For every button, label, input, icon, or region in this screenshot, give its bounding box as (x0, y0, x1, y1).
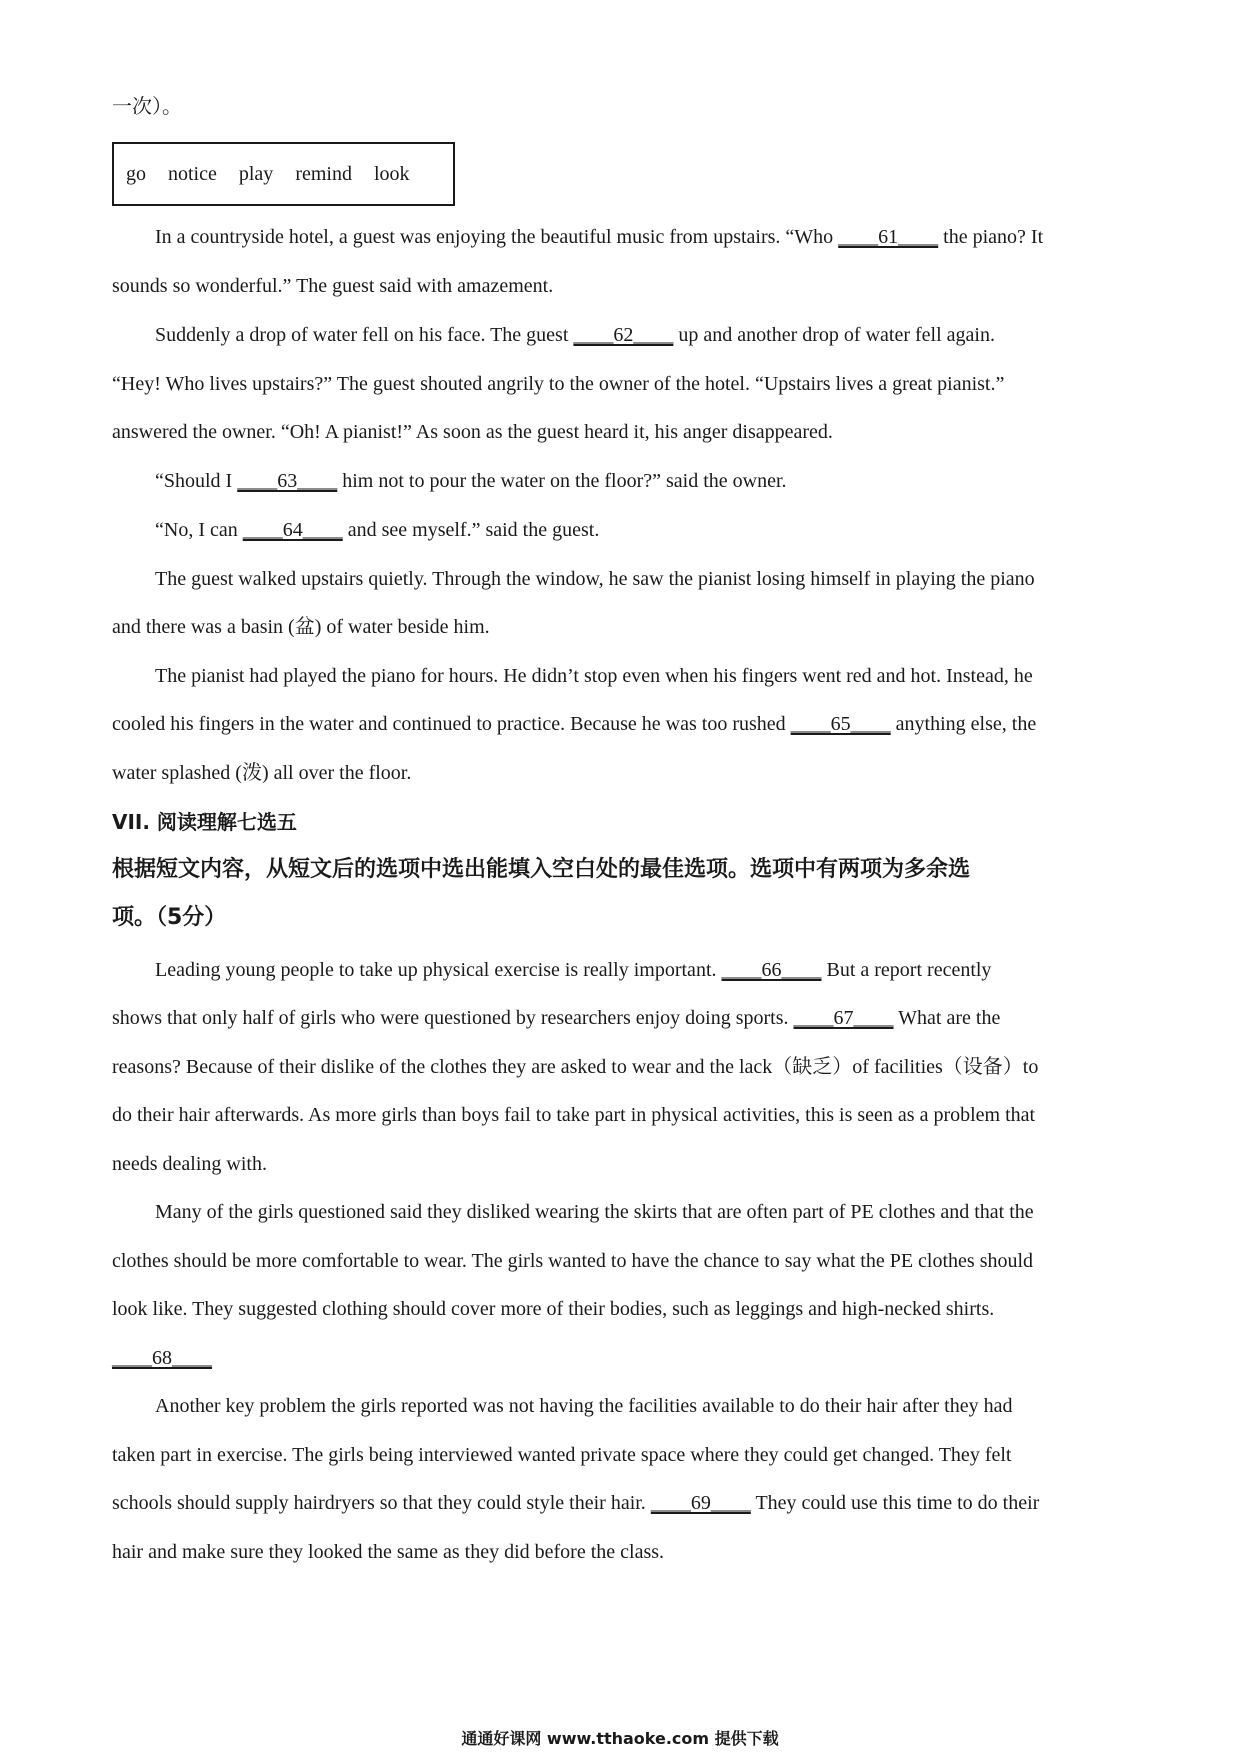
passage1-line (155, 467, 1132, 495)
text-run: They could use this time to do their (750, 1492, 1040, 1514)
passage2-line: clothes should be more comfortable to wear. The girls wanted to have the chance to say what the PE clothes should (112, 1250, 1034, 1272)
blank-68: ____68____ (112, 1347, 212, 1369)
passage2-line: hair and make sure they looked the same as they did before the class. (112, 1541, 665, 1563)
section-heading: VII. 阅读理解七选五 (112, 810, 297, 834)
page-footer: 通通好课网 www.tthaoke.com 提供下载 (461, 1729, 779, 1748)
passage1-line: The guest walked upstairs quietly. Through the window, he saw the pianist losing himself in playing the piano (155, 568, 1035, 590)
passage1-line: water splashed (泼) all over the floor. (112, 762, 412, 784)
passage1-line: “Hey! Who lives upstairs?” The guest shouted angrily to the owner of the hotel. “Upstairs lives a great pianist.” (112, 373, 1005, 395)
passage1-line: answered the owner. “Oh! A pianist!” As soon as the guest heard it, his anger disappeared. (112, 421, 833, 443)
passage1-line (155, 321, 1132, 349)
text-run: What are the (893, 1007, 1001, 1029)
passage1-line (155, 223, 1132, 251)
passage2-line: Many of the girls questioned said they disliked wearing the skirts that are often part of PE clothes and that the (155, 1201, 1034, 1223)
section-instruction: 项。（5分） (112, 905, 227, 930)
blank-66: ____66____ (721, 959, 822, 981)
passage2-line (112, 1344, 1132, 1372)
passage2-line (112, 1489, 1132, 1517)
text-run: Suddenly a drop of water fell on his face. The guest (155, 324, 574, 346)
blank-64: ____64____ (242, 519, 343, 541)
passage1-line: sounds so wonderful.” The guest said with amazement. (112, 275, 554, 297)
text-run: the piano? It (938, 226, 1044, 248)
passage2-line: look like. They suggested clothing should cover more of their bodies, such as leggings and high-necked shirts. (112, 1298, 995, 1320)
passage2-line: taken part in exercise. The girls being interviewed wanted private space where they could get changed. They felt (112, 1444, 1012, 1466)
blank-63: ____63____ (237, 470, 338, 492)
text-run: cooled his fingers in the water and continued to practice. Because he was too rushed (112, 713, 791, 735)
blank-69: ____69____ (650, 1492, 751, 1514)
passage1-line (112, 710, 1132, 738)
blank-65: ____65____ (790, 713, 891, 735)
passage2-line (112, 1004, 1132, 1032)
passage1-line: The pianist had played the piano for hours. He didn’t stop even when his fingers went red and hot. Instead, he (155, 665, 1033, 687)
text-run: But a report recently (821, 959, 992, 981)
passage1-line (155, 516, 1132, 544)
text-run: Leading young people to take up physical exercise is really important. (155, 959, 722, 981)
text-run: schools should supply hairdryers so that they could style their hair. (112, 1492, 651, 1514)
text-run: In a countryside hotel, a guest was enjoying the beautiful music from upstairs. “Who (155, 226, 839, 248)
section-instruction: 根据短文内容，从短文后的选项中选出能填入空白处的最佳选项。选项中有两项为多余选 (112, 857, 971, 882)
passage2-line: reasons? Because of their dislike of the clothes they are asked to wear and the lack（缺乏）of facilities（设备）to (112, 1056, 1039, 1078)
text-run: “No, I can (155, 519, 243, 541)
word-box (112, 142, 455, 206)
text-run: up and another drop of water fell again. (673, 324, 995, 346)
text-run: shows that only half of girls who were questioned by researchers enjoy doing sports. (112, 1007, 794, 1029)
word-option: play (238, 162, 274, 185)
word-option: notice (168, 162, 217, 185)
blank-61: ____61____ (838, 226, 939, 248)
passage2-line: Another key problem the girls reported was not having the facilities available to do their hair after they had (155, 1395, 1013, 1417)
word-option: go (126, 162, 146, 185)
word-option: remind (295, 162, 352, 185)
blank-67: ____67____ (793, 1007, 894, 1029)
word-option: look (373, 162, 410, 185)
passage2-line (155, 956, 1132, 984)
passage2-line: do their hair afterwards. As more girls than boys fail to take part in physical activities, this is seen as a problem that (112, 1104, 1036, 1126)
passage2-line: needs dealing with. (112, 1153, 267, 1175)
text-run: “Should I (155, 470, 238, 492)
text-run: him not to pour the water on the floor?” said the owner. (337, 470, 787, 492)
blank-62: ____62____ (573, 324, 674, 346)
top-fragment: 一次）。 (112, 96, 182, 118)
passage1-line: and there was a basin (盆) of water beside him. (112, 616, 490, 638)
text-run: and see myself.” said the guest. (342, 519, 600, 541)
text-run: anything else, the (890, 713, 1037, 735)
